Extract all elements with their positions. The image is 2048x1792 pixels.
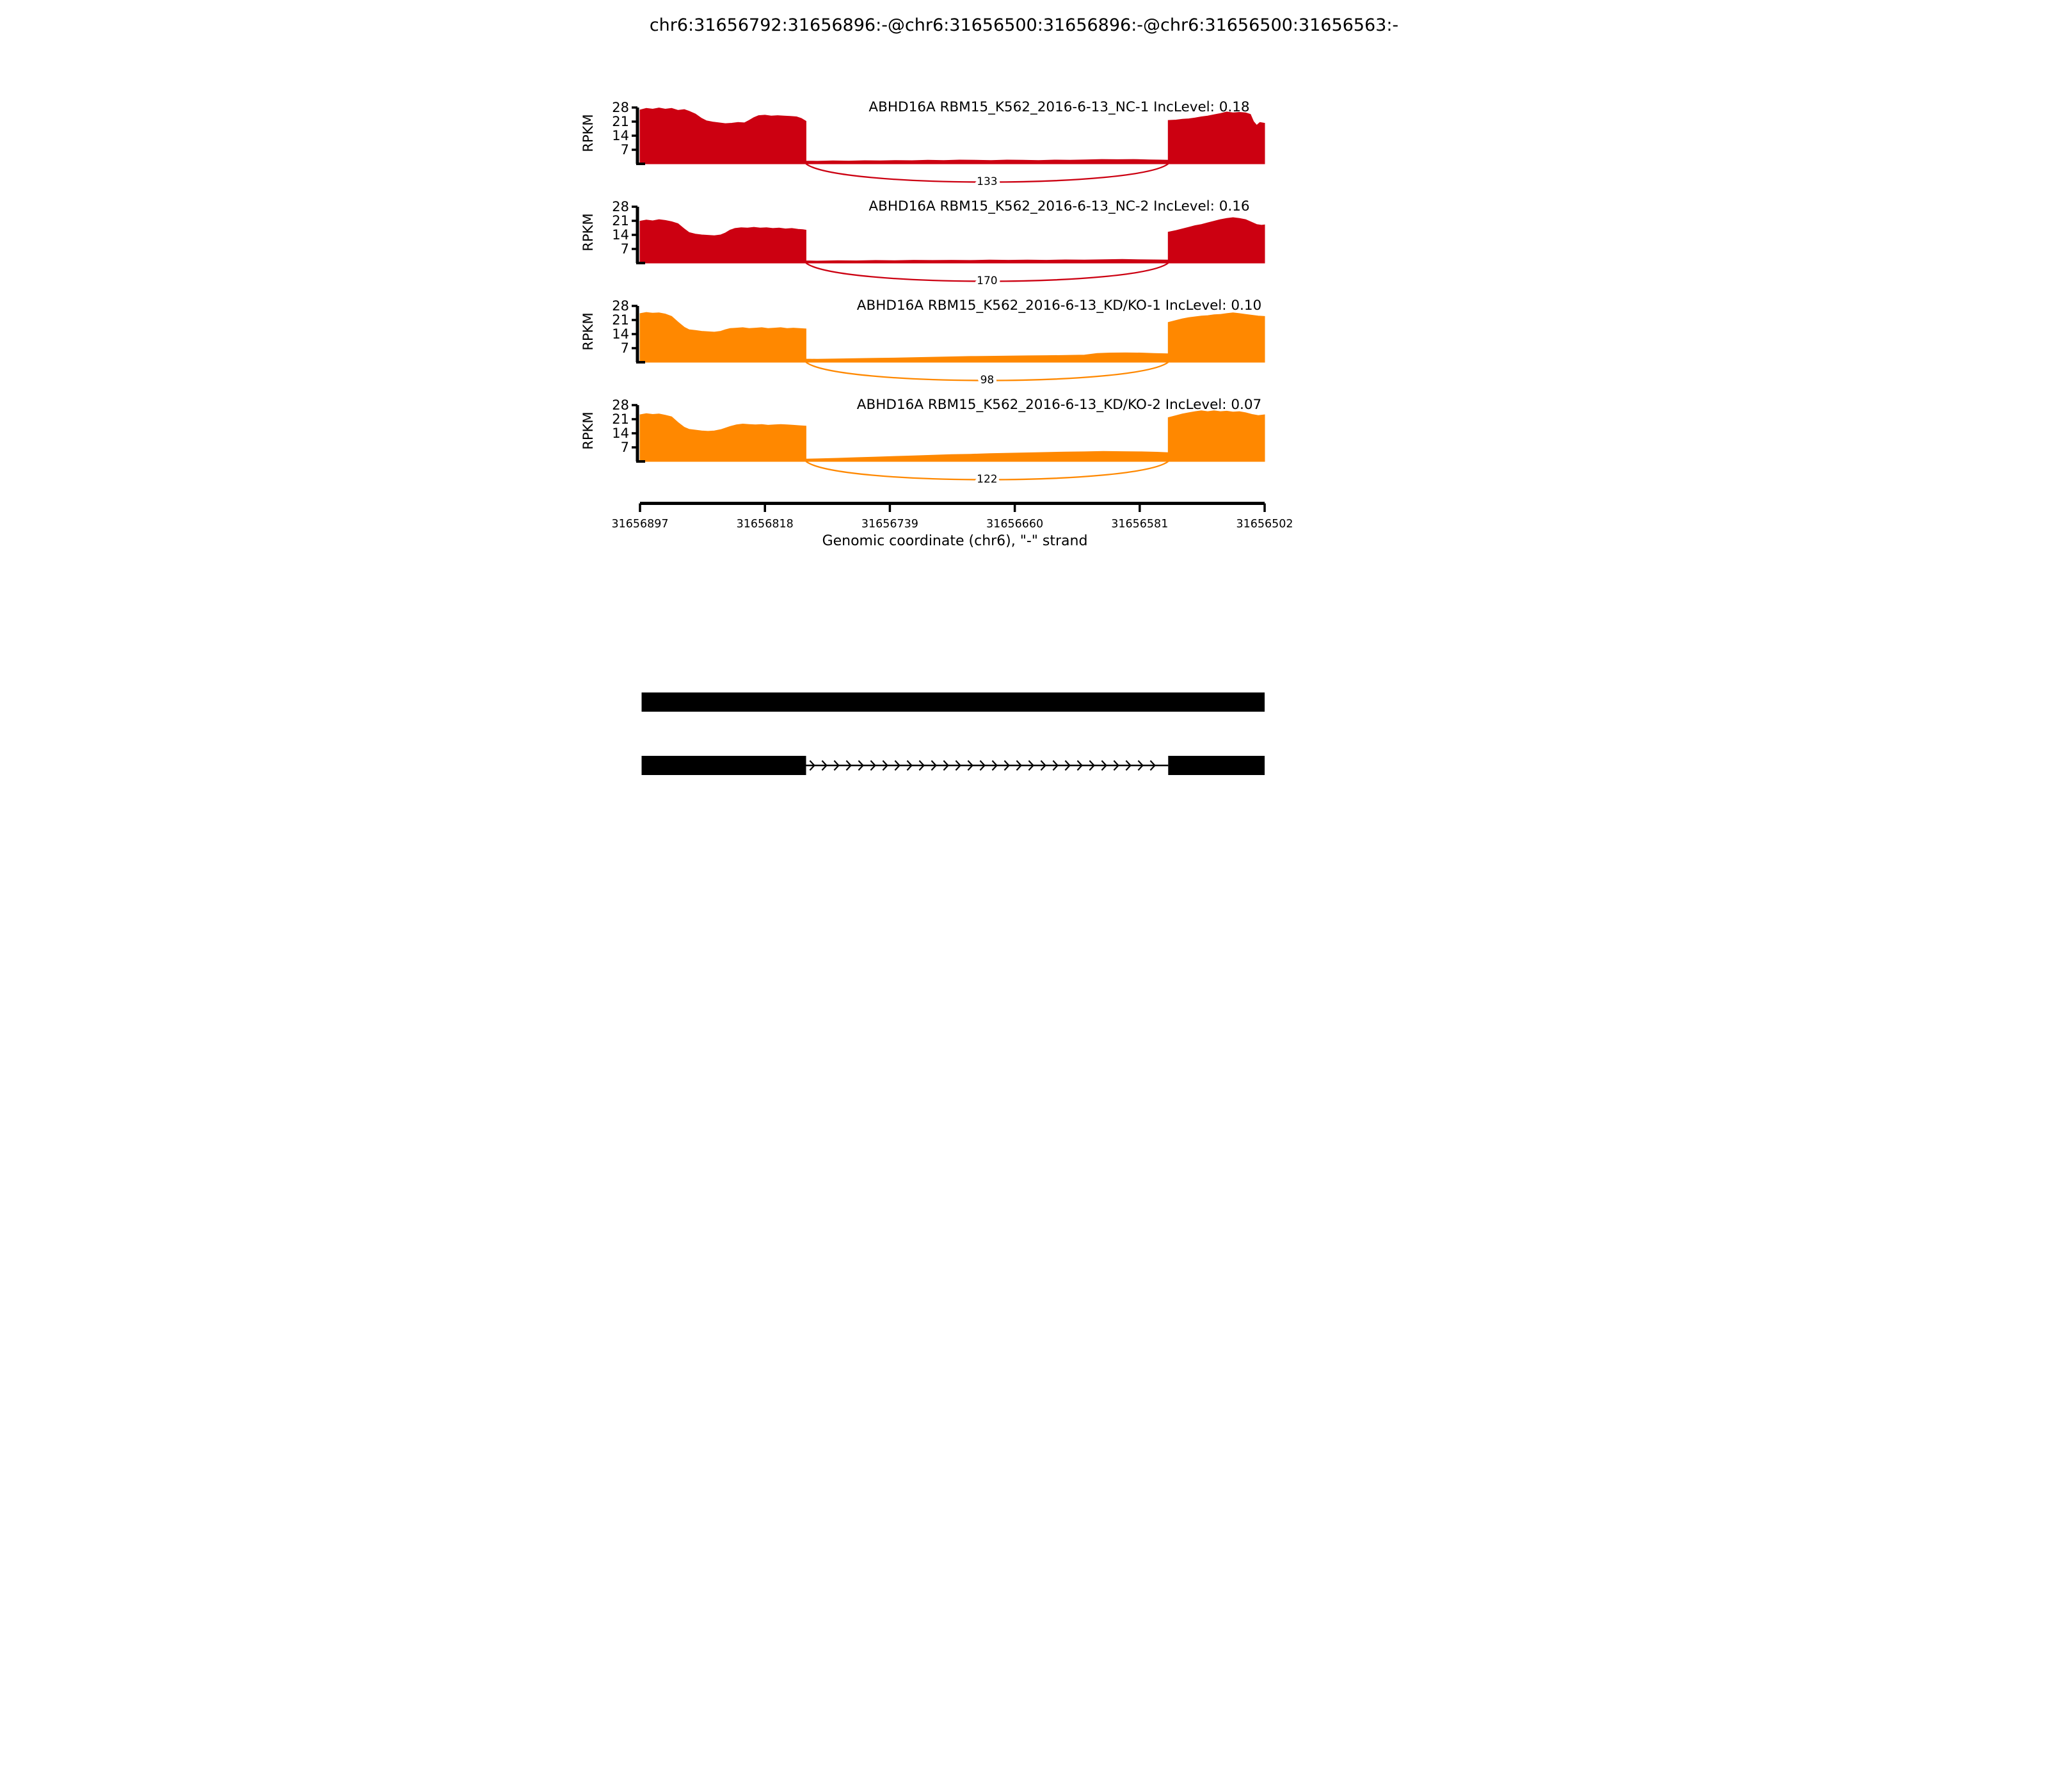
coverage-area [640, 108, 1265, 164]
y-tick-label: 21 [612, 213, 629, 228]
gene-model-inclusion-isoform [642, 692, 1265, 712]
y-tick-label: 14 [612, 426, 629, 441]
junction-read-count: 133 [977, 175, 998, 188]
sashimi-track-4 [580, 397, 1265, 486]
coverage-tracks [580, 99, 1265, 486]
y-tick-label: 21 [612, 114, 629, 129]
x-tick-label: 31656581 [1111, 518, 1169, 531]
gene-model-annotation [642, 692, 1265, 775]
y-tick-label: 28 [612, 397, 629, 413]
track-label: ABHD16A RBM15_K562_2016-6-13_NC-1 IncLevel: 0.18 [868, 99, 1250, 115]
y-axis-title: RPKM [580, 213, 596, 252]
track-label: ABHD16A RBM15_K562_2016-6-13_KD/KO-2 IncLevel: 0.07 [856, 397, 1262, 413]
genomic-x-axis [611, 504, 1293, 531]
exon-block [642, 692, 1265, 712]
junction-read-count: 98 [980, 374, 995, 387]
y-tick-label: 28 [612, 199, 629, 214]
x-tick-label: 31656660 [986, 518, 1044, 531]
junction-read-count: 122 [977, 473, 998, 486]
sashimi-track-1 [580, 99, 1265, 188]
x-axis-title: Genomic coordinate (chr6), "-" strand [822, 533, 1088, 549]
y-tick-label: 7 [620, 440, 629, 455]
track-label: ABHD16A RBM15_K562_2016-6-13_KD/KO-1 IncLevel: 0.10 [856, 298, 1262, 314]
exon-block [1168, 756, 1265, 775]
y-tick-label: 21 [612, 312, 629, 328]
y-tick-label: 21 [612, 412, 629, 427]
track-label: ABHD16A RBM15_K562_2016-6-13_NC-2 IncLevel: 0.16 [868, 198, 1250, 214]
y-tick-label: 14 [612, 128, 629, 143]
y-tick-label: 7 [620, 241, 629, 257]
x-tick-label: 31656739 [861, 518, 918, 531]
coverage-area [640, 312, 1265, 362]
coverage-area [640, 411, 1265, 461]
sashimi-figure [512, 0, 1536, 896]
x-tick-label: 31656502 [1236, 518, 1293, 531]
y-tick-label: 14 [612, 326, 629, 342]
y-axis-title: RPKM [580, 312, 596, 351]
sashimi-plot-svg [512, 0, 1536, 896]
sashimi-track-3 [580, 298, 1265, 387]
y-tick-label: 28 [612, 100, 629, 115]
y-tick-label: 14 [612, 227, 629, 243]
y-axis-title: RPKM [580, 412, 596, 450]
y-axis-title: RPKM [580, 114, 596, 152]
sashimi-track-2 [580, 198, 1265, 287]
coverage-area [640, 218, 1265, 263]
figure-title: chr6:31656792:31656896:-@chr6:31656500:31656896:-@chr6:31656500:31656563:- [649, 15, 1399, 35]
y-tick-label: 7 [620, 340, 629, 356]
junction-read-count: 170 [977, 275, 998, 287]
x-tick-label: 31656818 [736, 518, 794, 531]
gene-model-skipping-isoform [642, 756, 1265, 775]
x-tick-label: 31656897 [611, 518, 669, 531]
y-tick-label: 28 [612, 298, 629, 314]
y-tick-label: 7 [620, 142, 629, 157]
exon-block [642, 756, 806, 775]
